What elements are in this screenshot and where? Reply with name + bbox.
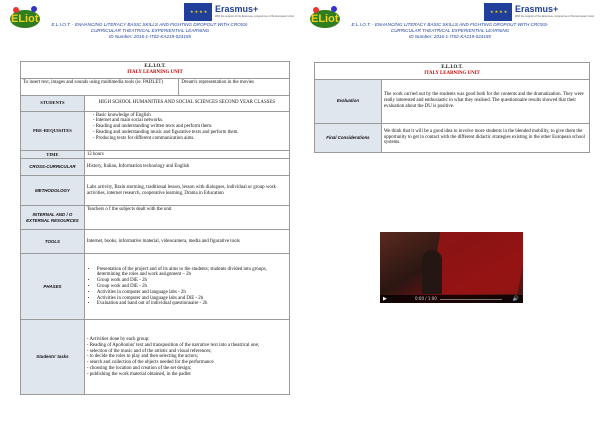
table-title: E.L.I.O.T. ITALY LEARNING UNIT [315,63,590,80]
learning-unit-table [20,61,290,395]
evaluation-value: The work carried out by the students was good both for the contents and the dramatization. They were really interested and enthusiastic in what they realised. The questionnaire results showed that their evaluation about the DU is positive. [381,79,589,123]
volume-icon[interactable]: 🔊 [512,296,519,302]
resources-value: Teachers o f the subjects dealt with the unit [84,206,289,230]
eliot-logo [308,4,342,30]
list-item: • Activities in computer and language labs and DiE - 2h [97,296,287,302]
project-header [340,22,560,40]
erasmus-wordmark: Erasmus+ [215,4,259,14]
header-line-1: E.L.I.O.T. - ENHANCING LITERACY BASIC SKILLS AND FIGHTING DROPOUT WITH CROSS- [51,22,249,27]
evaluation-label: Evaluation [315,79,382,123]
phases-value [84,254,289,320]
students-tasks-value [84,320,289,395]
svg-text:ELiot: ELiot [311,13,339,25]
time-value: 12 hours [84,150,289,159]
task-line: - choosing the location and creation of the set design; [86,366,192,372]
task-line: - Reading of Apollonius' text and transposition of the narrative text into a theatrical one; [86,342,260,348]
header-line-2: CURRICULAR THEATRICAL EXPERIENTIAL LEARNING [390,28,510,33]
list-item: • Group work and DiE - 2h [97,278,287,284]
students-tasks-label: Students' tasks [21,320,85,395]
erasmus-support-line: With the support of the Erasmus+ programme of the European Union [215,15,295,18]
cross-curricular-label: CROSS-CURRICULAR [21,159,85,176]
erasmus-wordmark: Erasmus+ [515,4,559,14]
list-item: • Evaluation and hand out of individual questionnaire - 2h [97,301,287,307]
list-item: - Producing texts for different communication aims. [93,136,287,142]
project-header [40,22,260,40]
play-icon[interactable]: ▶ [383,296,387,302]
time-label: TIME [21,150,85,159]
eu-flag-icon: ★ ★ ★ ★ [184,3,212,21]
students-value: HIGH SCHOOL HUMANITIES AND SOCIAL SCIENCES SECOND YEAR CLASSES [84,95,289,111]
header-line-3: ID Number: 2016-1-IT02-KA219-024155 [409,34,491,39]
tools-label: TOOLS [21,230,85,254]
video-progress-track[interactable] [440,299,502,301]
list-item: - Reading and understanding music and figurative texts and perform them. [93,130,287,136]
eu-flag-icon: ★ ★ ★ ★ [484,3,512,21]
methodology-value: Labs activity, Brain storming, traditional lesson, lesson with dialogues, individual or group work activities, internet research, cooperative learning, Drama in Education [84,176,289,206]
list-item: - Internet and main social networks. [93,118,287,124]
tools-value: Internet, books, informative material, videocamera, media and figurative tools [84,230,289,254]
cross-curricular-value: History, Italian, Information technology and English [84,159,289,176]
task-line: - Activities done by each group: [86,337,150,343]
list-item: - Reading and understanding written texts and perform them. [93,124,287,130]
list-item: • Activities in computer and language labs - 2h [97,290,287,296]
task-line: - to decide the roles to play and then selecting the actors; [86,354,199,360]
resources-label: INTERNAL AND / O EXTERNAL RESOURCES [21,206,85,230]
right-page [300,0,600,424]
video-frame-figure [422,250,442,294]
video-player[interactable] [380,232,523,303]
evaluation-table [314,62,590,153]
list-item: - Basic knowledge of English [93,113,287,119]
header-line-1: E.L.I.O.T. - ENHANCING LITERACY BASIC SKILLS AND FIGHTING DROPOUT WITH CROSS- [351,22,549,27]
final-considerations-label: Final Considerations [315,123,382,152]
eliot-logo [8,4,42,30]
intro-right-cell: Dream's representation in the movies [179,78,290,95]
students-label: STUDENTS [21,95,85,111]
video-frame-curtain [430,232,523,294]
erasmus-logo [484,3,595,21]
task-line: - search and collection of the objects needed for the performance [86,360,214,366]
task-line: - selection of the music and of the artistic and visual references; [86,348,212,354]
table-title: E.L.I.O.T. ITALY LEARNING UNIT [21,62,290,79]
list-item: • Group work and DiE - 2h [97,284,287,290]
intro-left-cell: To insert text, images and sounds using multimedia tools (ie. PADLET) [21,78,179,95]
erasmus-support-line: With the support of the Erasmus+ programme of the European Union [515,15,595,18]
svg-text:ELiot: ELiot [11,13,39,25]
list-item: • Presentation of the project and of its aims to the students; students divided into groups, determining the roles and work assignment – 2h [97,267,287,279]
video-time: 0:00 / 1:00 [415,296,437,301]
video-controls [380,295,523,303]
final-considerations-value: We think that it will be a good idea to involve more students in the blended mobility, to give them the opportunity to get in contact with the different didactic strategies existing in the other European school systems. [381,123,589,152]
prerequisites-value [84,111,289,150]
phases-label: PHASES [21,254,85,320]
header-line-3: ID Number: 2016-1-IT02-KA219-024155 [109,34,191,39]
methodology-label: METHODOLOGY [21,176,85,206]
task-line: - publishing the work material obtained, in the padlet [86,371,191,377]
header-line-2: CURRICULAR THEATRICAL EXPERIENTIAL LEARNING [90,28,210,33]
prerequisites-label: PRE-REQUISITES [21,111,85,150]
erasmus-logo [184,3,295,21]
